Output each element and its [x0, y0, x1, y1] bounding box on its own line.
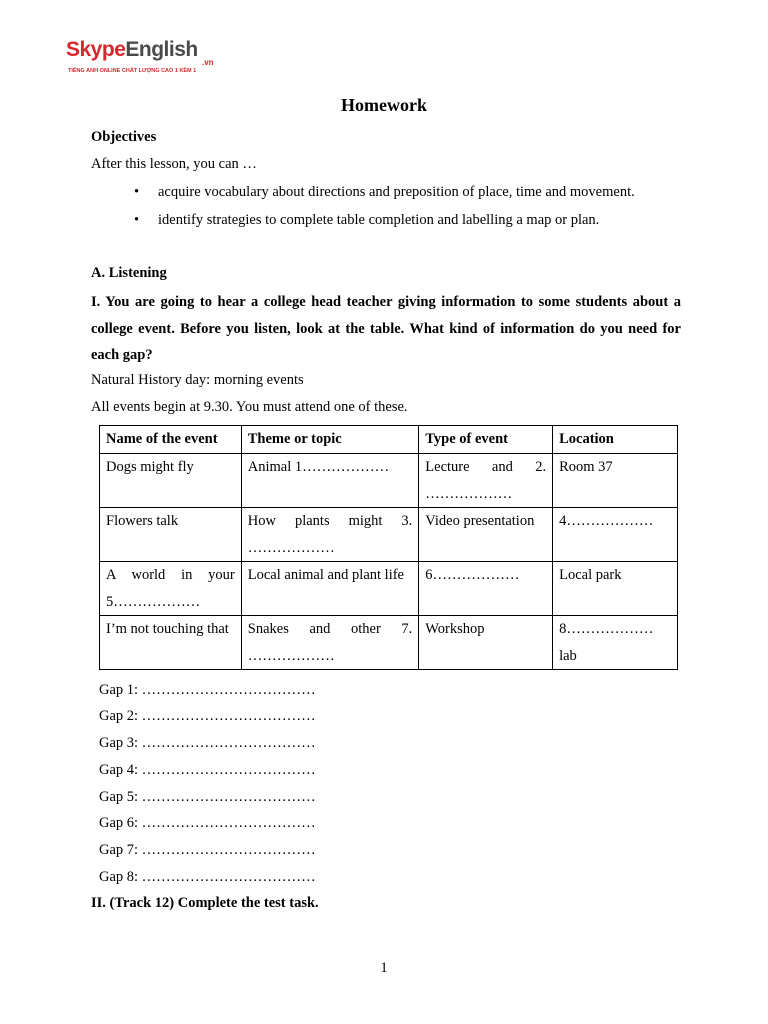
objective-item: acquire vocabulary about directions and preposition of place, time and movement. [158, 184, 635, 200]
table-row [100, 454, 678, 508]
part2-heading: II. (Track 12) Complete the test task. [91, 895, 319, 911]
bullet-icon: • [134, 184, 140, 200]
table-cell: I’m not touching that [100, 616, 242, 670]
table-row [100, 562, 678, 616]
table-header-cell: Location [553, 426, 678, 454]
table-cell: 4……………… [553, 508, 678, 562]
table-cell: Snakes and other 7. ……………… [241, 616, 419, 670]
gap-answer-line: Gap 4: ……………………………… [99, 762, 316, 778]
table-cell: 6……………… [419, 562, 553, 616]
table-cell: Dogs might fly [100, 454, 242, 508]
table-header-row [100, 426, 678, 454]
part1-note: All events begin at 9.30. You must attend one of these. [91, 399, 408, 415]
objective-item: identify strategies to complete table completion and labelling a map or plan. [158, 212, 600, 228]
table-cell: 8……………… lab [553, 616, 678, 670]
table-row [100, 508, 678, 562]
table-cell: Room 37 [553, 454, 678, 508]
gap-answer-line: Gap 7: ……………………………… [99, 842, 316, 858]
logo-wordmark: SkypeEnglish [66, 38, 198, 61]
bullet-icon: • [134, 212, 140, 228]
table-row [100, 616, 678, 670]
page-title: Homework [341, 95, 427, 115]
table-cell: Video presentation [419, 508, 553, 562]
gap-answer-line: Gap 6: ……………………………… [99, 815, 316, 831]
events-table [99, 425, 678, 670]
table-cell: Workshop [419, 616, 553, 670]
part1-subtitle: Natural History day: morning events [91, 372, 304, 388]
table-cell: Animal 1……………… [241, 454, 419, 508]
table-header-cell: Name of the event [100, 426, 242, 454]
table-cell: Flowers talk [100, 508, 242, 562]
logo-domain-suffix: .vn [202, 58, 214, 67]
table-cell: How plants might 3. ……………… [241, 508, 419, 562]
table-cell: Local park [553, 562, 678, 616]
page-number: 1 [380, 960, 388, 976]
logo-tagline: TIẾNG ANH ONLINE CHẤT LƯỢNG CAO 1 KÈM 1 [68, 68, 197, 74]
table-header-cell: Type of event [419, 426, 553, 454]
part1-question: I. You are going to hear a college head teacher giving information to some students about a college event. Before you listen, look at the table. What kind of information do you need for each gap? [91, 294, 681, 363]
gap-answer-line: Gap 8: ……………………………… [99, 869, 316, 885]
gap-answer-line: Gap 1: ……………………………… [99, 682, 316, 698]
brand-logo [66, 38, 226, 78]
section-a-heading: A. Listening [91, 265, 167, 281]
gap-answer-line: Gap 5: ……………………………… [99, 789, 316, 805]
objectives-intro: After this lesson, you can … [91, 156, 257, 172]
table-cell: A world in your 5……………… [100, 562, 242, 616]
table-cell: Local animal and plant life [241, 562, 419, 616]
gap-answer-line: Gap 2: ……………………………… [99, 708, 316, 724]
table-header-cell: Theme or topic [241, 426, 419, 454]
gap-answer-line: Gap 3: ……………………………… [99, 735, 316, 751]
objectives-heading: Objectives [91, 129, 157, 145]
table-cell: Lecture and 2. ……………… [419, 454, 553, 508]
